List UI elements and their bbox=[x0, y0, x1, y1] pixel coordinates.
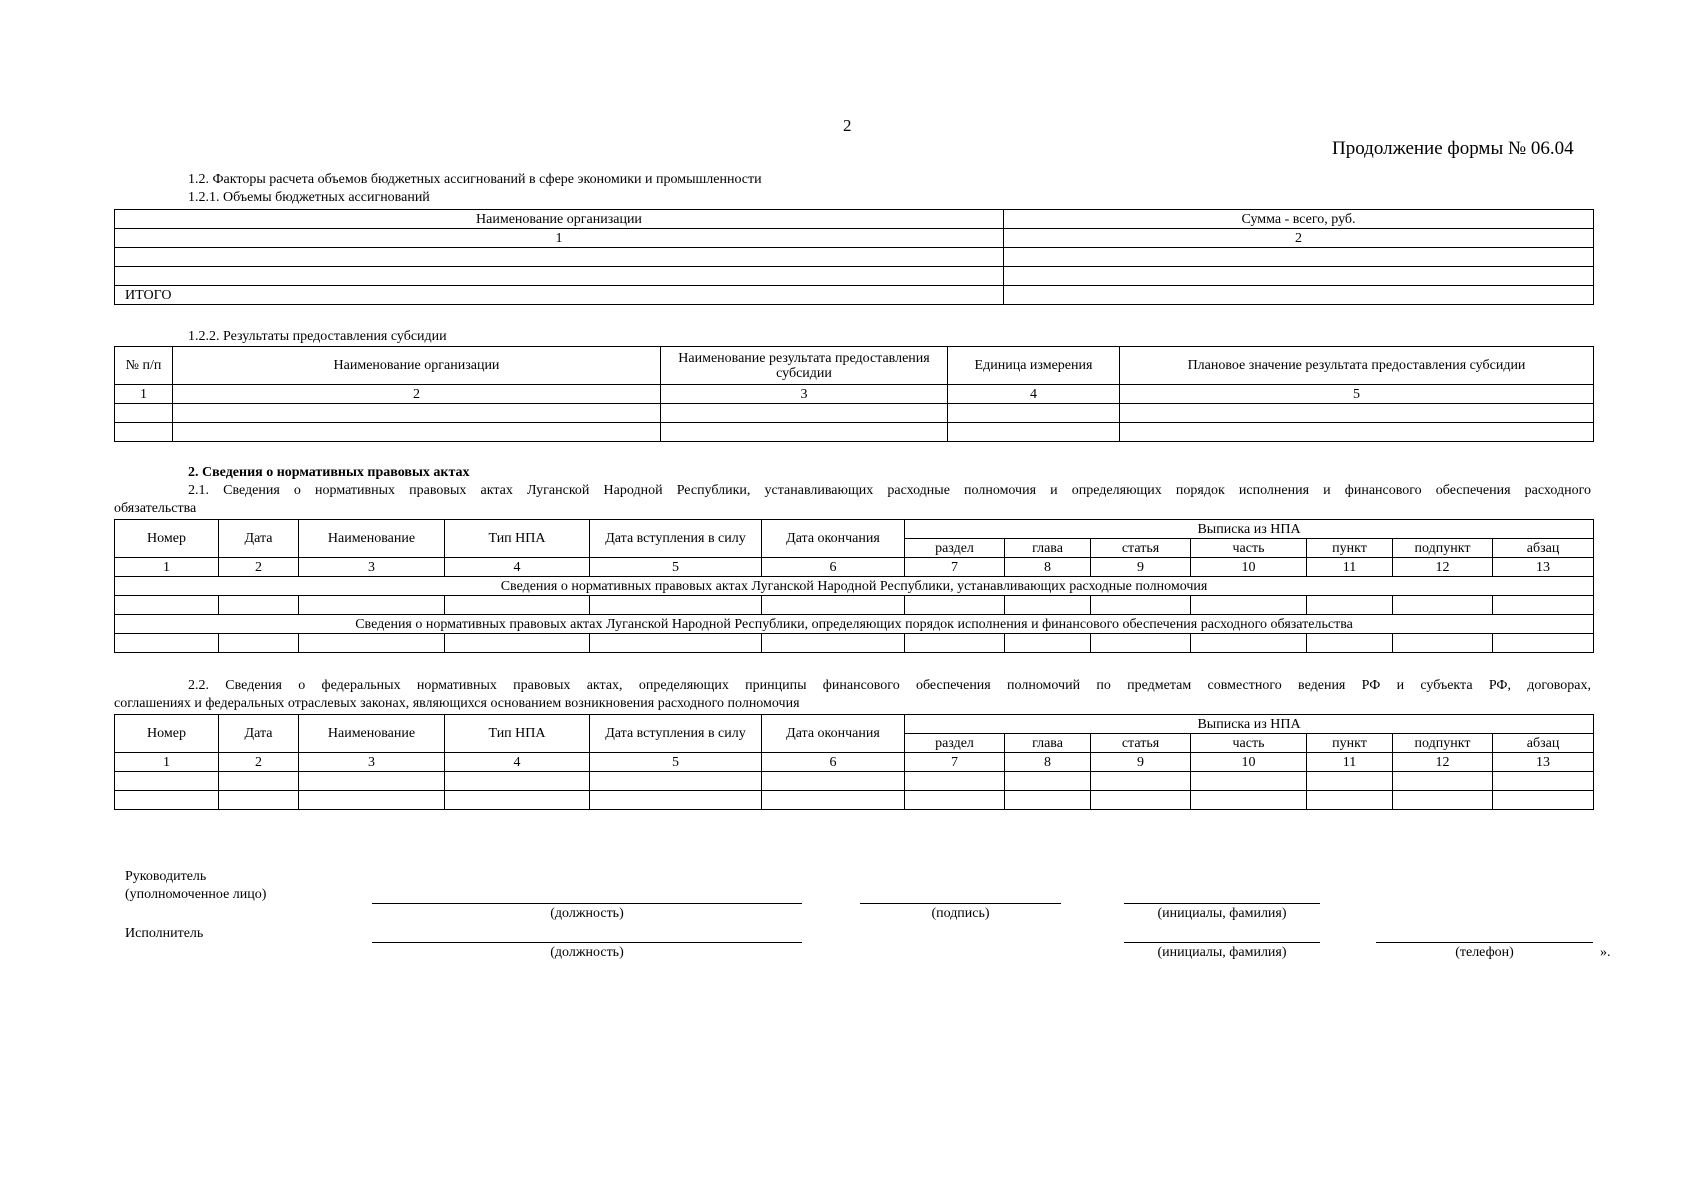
executor-phone-line bbox=[1376, 942, 1593, 943]
section-1-2-2-title: 1.2.2. Результаты предоставления субсидии bbox=[188, 329, 447, 344]
executor-label: Исполнитель bbox=[125, 926, 204, 941]
header-date: Дата bbox=[219, 520, 299, 558]
table-row bbox=[115, 248, 1594, 267]
header-planned-value: Плановое значение результата предоставления субсидии bbox=[1120, 347, 1594, 385]
header-start-date: Дата вступления в силу bbox=[590, 520, 762, 558]
col-number: 12 bbox=[1393, 558, 1493, 577]
col-number: 1 bbox=[115, 753, 219, 772]
head-signature-line bbox=[860, 903, 1061, 904]
header-article: статья bbox=[1091, 539, 1191, 558]
col-number: 12 bbox=[1393, 753, 1493, 772]
header-row-number: № п/п bbox=[115, 347, 173, 385]
form-continuation-title: Продолжение формы № 06.04 bbox=[1332, 138, 1574, 159]
col-number: 1 bbox=[115, 558, 219, 577]
regional-npa-table bbox=[114, 519, 1594, 653]
header-end-date: Дата окончания bbox=[762, 715, 905, 753]
col-number: 10 bbox=[1191, 558, 1307, 577]
col-number: 6 bbox=[762, 558, 905, 577]
header-organization-name: Наименование организации bbox=[115, 210, 1004, 229]
col-number: 4 bbox=[445, 753, 590, 772]
federal-npa-table bbox=[114, 714, 1594, 810]
header-number: Номер bbox=[115, 715, 219, 753]
col-number: 11 bbox=[1307, 558, 1393, 577]
col-number: 3 bbox=[299, 753, 445, 772]
col-number: 3 bbox=[299, 558, 445, 577]
header-number: Номер bbox=[115, 520, 219, 558]
appropriations-table bbox=[114, 209, 1594, 305]
head-position-caption: (должность) bbox=[550, 906, 624, 921]
header-part: часть bbox=[1191, 539, 1307, 558]
group-label-financing-order: Сведения о нормативных правовых актах Луганской Народной Республики, определяющих порядок исполнения и финансового обеспечения расходного обязательства bbox=[115, 615, 1594, 634]
header-date: Дата bbox=[219, 715, 299, 753]
header-extract: Выписка из НПА bbox=[905, 520, 1594, 539]
col-number: 7 bbox=[905, 558, 1005, 577]
group-label-spending-powers: Сведения о нормативных правовых актах Луганской Народной Республики, устанавливающих расходные полномочия bbox=[115, 577, 1594, 596]
subsidy-results-table bbox=[114, 346, 1594, 442]
table-row bbox=[115, 423, 1594, 442]
header-npa-type: Тип НПА bbox=[445, 715, 590, 753]
header-subpoint: подпункт bbox=[1393, 734, 1493, 753]
executor-name-caption: (инициалы, фамилия) bbox=[1157, 945, 1287, 960]
header-subpoint: подпункт bbox=[1393, 539, 1493, 558]
table-row bbox=[115, 791, 1594, 810]
col-number: 4 bbox=[445, 558, 590, 577]
header-chapter: глава bbox=[1005, 734, 1091, 753]
col-number: 2 bbox=[1004, 229, 1594, 248]
section-1-2-title: 1.2. Факторы расчета объемов бюджетных ассигнований в сфере экономики и промышленности bbox=[188, 172, 762, 187]
col-number: 5 bbox=[590, 558, 762, 577]
table-row bbox=[115, 772, 1594, 791]
header-point: пункт bbox=[1307, 539, 1393, 558]
total-label: ИТОГО bbox=[115, 286, 1004, 305]
executor-name-line bbox=[1124, 942, 1320, 943]
col-numbers-row bbox=[115, 753, 1594, 772]
head-label: Руководитель bbox=[125, 869, 207, 884]
col-number: 9 bbox=[1091, 558, 1191, 577]
section-2-title: 2. Сведения о нормативных правовых актах bbox=[188, 465, 470, 480]
col-number: 10 bbox=[1191, 753, 1307, 772]
header-npa-type: Тип НПА bbox=[445, 520, 590, 558]
head-signature-caption: (подпись) bbox=[931, 906, 990, 921]
head-name-caption: (инициалы, фамилия) bbox=[1157, 906, 1287, 921]
executor-position-caption: (должность) bbox=[550, 945, 624, 960]
head-name-line bbox=[1124, 903, 1320, 904]
col-number: 7 bbox=[905, 753, 1005, 772]
header-paragraph: абзац bbox=[1493, 539, 1594, 558]
col-number: 11 bbox=[1307, 753, 1393, 772]
header-name: Наименование bbox=[299, 520, 445, 558]
head-label-authorized: (уполномоченное лицо) bbox=[125, 887, 267, 902]
executor-position-line bbox=[372, 942, 802, 943]
header-part: часть bbox=[1191, 734, 1307, 753]
header-article: статья bbox=[1091, 734, 1191, 753]
section-2-2-paragraph-line2: соглашениях и федеральных отраслевых законах, являющихся основанием возникновения расходного полномочия bbox=[114, 696, 800, 711]
header-name: Наименование bbox=[299, 715, 445, 753]
col-number: 8 bbox=[1005, 753, 1091, 772]
section-2-1-paragraph-line1: 2.1. Сведения о нормативных правовых актах Луганской Народной Республики, устанавливающих расходные полномочия и определяющих порядок исполнения и финансового обеспечения расходного bbox=[188, 483, 1591, 498]
closing-quote: ». bbox=[1600, 945, 1611, 960]
section-2-1-paragraph-line2: обязательства bbox=[114, 501, 197, 516]
col-number: 1 bbox=[115, 229, 1004, 248]
header-result-name: Наименование результата предоставления субсидии bbox=[661, 347, 948, 385]
table-row bbox=[115, 634, 1594, 653]
col-number: 6 bbox=[762, 753, 905, 772]
header-total-sum: Сумма - всего, руб. bbox=[1004, 210, 1594, 229]
header-section: раздел bbox=[905, 734, 1005, 753]
col-number: 13 bbox=[1493, 753, 1594, 772]
col-number: 3 bbox=[661, 385, 948, 404]
col-numbers-row bbox=[115, 558, 1594, 577]
col-number: 5 bbox=[1120, 385, 1594, 404]
total-value bbox=[1004, 286, 1594, 305]
col-number: 13 bbox=[1493, 558, 1594, 577]
executor-phone-caption: (телефон) bbox=[1455, 945, 1514, 960]
header-start-date: Дата вступления в силу bbox=[590, 715, 762, 753]
col-number: 5 bbox=[590, 753, 762, 772]
head-position-line bbox=[372, 903, 802, 904]
table-row bbox=[115, 404, 1594, 423]
header-organization-name: Наименование организации bbox=[173, 347, 661, 385]
page-number: 2 bbox=[843, 116, 852, 135]
col-number: 2 bbox=[173, 385, 661, 404]
header-end-date: Дата окончания bbox=[762, 520, 905, 558]
col-number: 1 bbox=[115, 385, 173, 404]
col-number: 2 bbox=[219, 558, 299, 577]
header-unit: Единица измерения bbox=[948, 347, 1120, 385]
table-row bbox=[115, 596, 1594, 615]
section-1-2-1-title: 1.2.1. Объемы бюджетных ассигнований bbox=[188, 190, 430, 205]
header-extract: Выписка из НПА bbox=[905, 715, 1594, 734]
col-number: 4 bbox=[948, 385, 1120, 404]
col-number: 9 bbox=[1091, 753, 1191, 772]
header-paragraph: абзац bbox=[1493, 734, 1594, 753]
col-number: 2 bbox=[219, 753, 299, 772]
header-chapter: глава bbox=[1005, 539, 1091, 558]
header-point: пункт bbox=[1307, 734, 1393, 753]
col-number: 8 bbox=[1005, 558, 1091, 577]
header-section: раздел bbox=[905, 539, 1005, 558]
table-row bbox=[115, 267, 1594, 286]
section-2-2-paragraph-line1: 2.2. Сведения о федеральных нормативных правовых актах, определяющих принципы финансового обеспечения полномочий по предметам совместного ведения РФ и субъекта РФ, договорах, bbox=[188, 678, 1591, 693]
